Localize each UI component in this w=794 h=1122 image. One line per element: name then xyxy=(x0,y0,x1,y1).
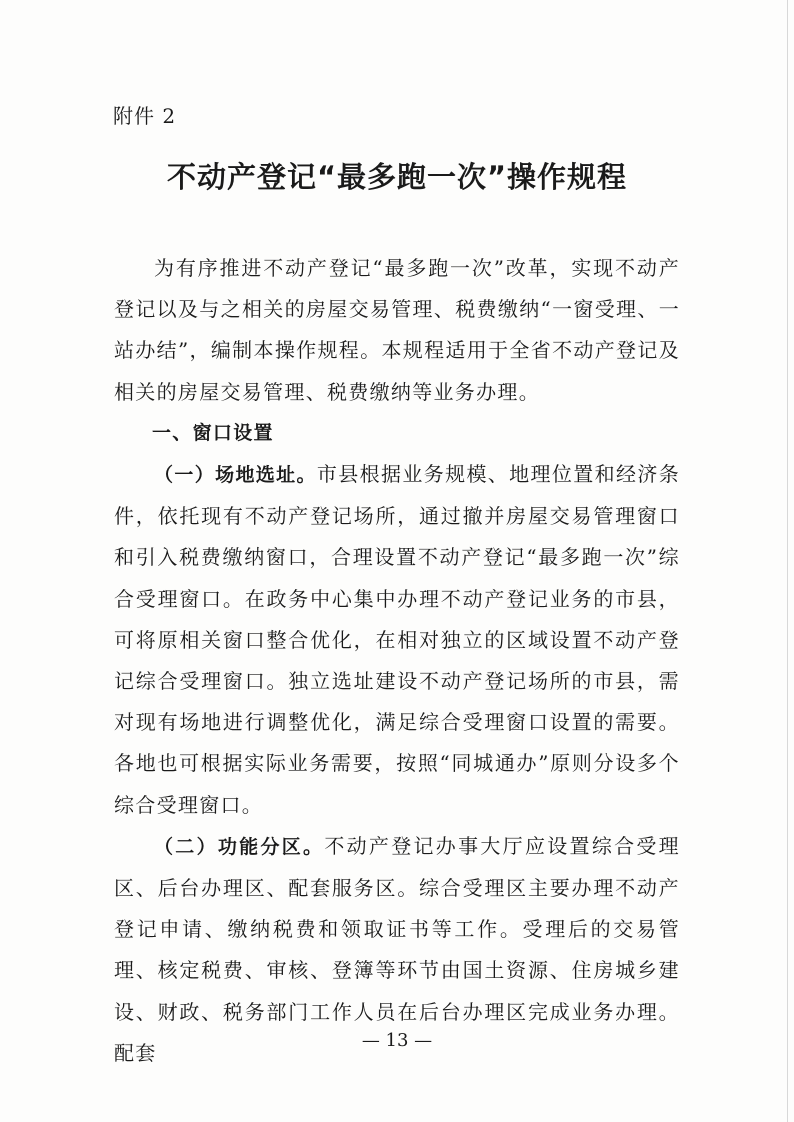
section-heading-window-setup: 一、窗口设置 xyxy=(152,421,274,444)
item-heading-site-selection: （一）场地选址。 xyxy=(154,464,317,487)
document-body xyxy=(114,248,680,1074)
document-title: 不动产登记“最多跑一次”操作规程 xyxy=(166,160,628,194)
item-body-functional-zoning: 不动产登记办事大厅应设置综合受理区、后台办理区、配套服务区。综合受理区主要办理不动产登记申请、缴纳税费和领取证书等工作。受理后的交易管理、核定税费、审核、登簿等环节由国土资源、住房城乡建设、财政、税务部门工作人员在后台办理区完成业务办理。配套 xyxy=(114,833,680,1065)
page-number: — 13 — xyxy=(361,1030,433,1051)
intro-paragraph: 为有序推进不动产登记“最多跑一次”改革，实现不动产登记以及与之相关的房屋交易管理、税费缴纳“一窗受理、一站办结”，编制本操作规程。本规程适用于全省不动产登记及相关的房屋交易管理、税费缴纳等业务办理。 xyxy=(114,256,680,404)
item-body-site-selection: 市县根据业务规模、地理位置和经济条件，依托现有不动产登记场所，通过撤并房屋交易管理窗口和引入税费缴纳窗口，合理设置不动产登记“最多跑一次”综合受理窗口。在政务中心集中办理不动产登记业务的市县，可将原相关窗口整合优化，在相对独立的区域设置不动产登记综合受理窗口。独立选址建设不动产登记场所的市县，需对现有场地进行调整优化，满足综合受理窗口设置的需要。各地也可根据实际业务需要，按照“同城通办”原则分设多个综合受理窗口。 xyxy=(114,462,680,817)
paragraph-site-selection xyxy=(114,454,680,826)
item-heading-functional-zoning: （二）功能分区。 xyxy=(154,835,325,858)
attachment-label: 附件 2 xyxy=(113,104,177,128)
